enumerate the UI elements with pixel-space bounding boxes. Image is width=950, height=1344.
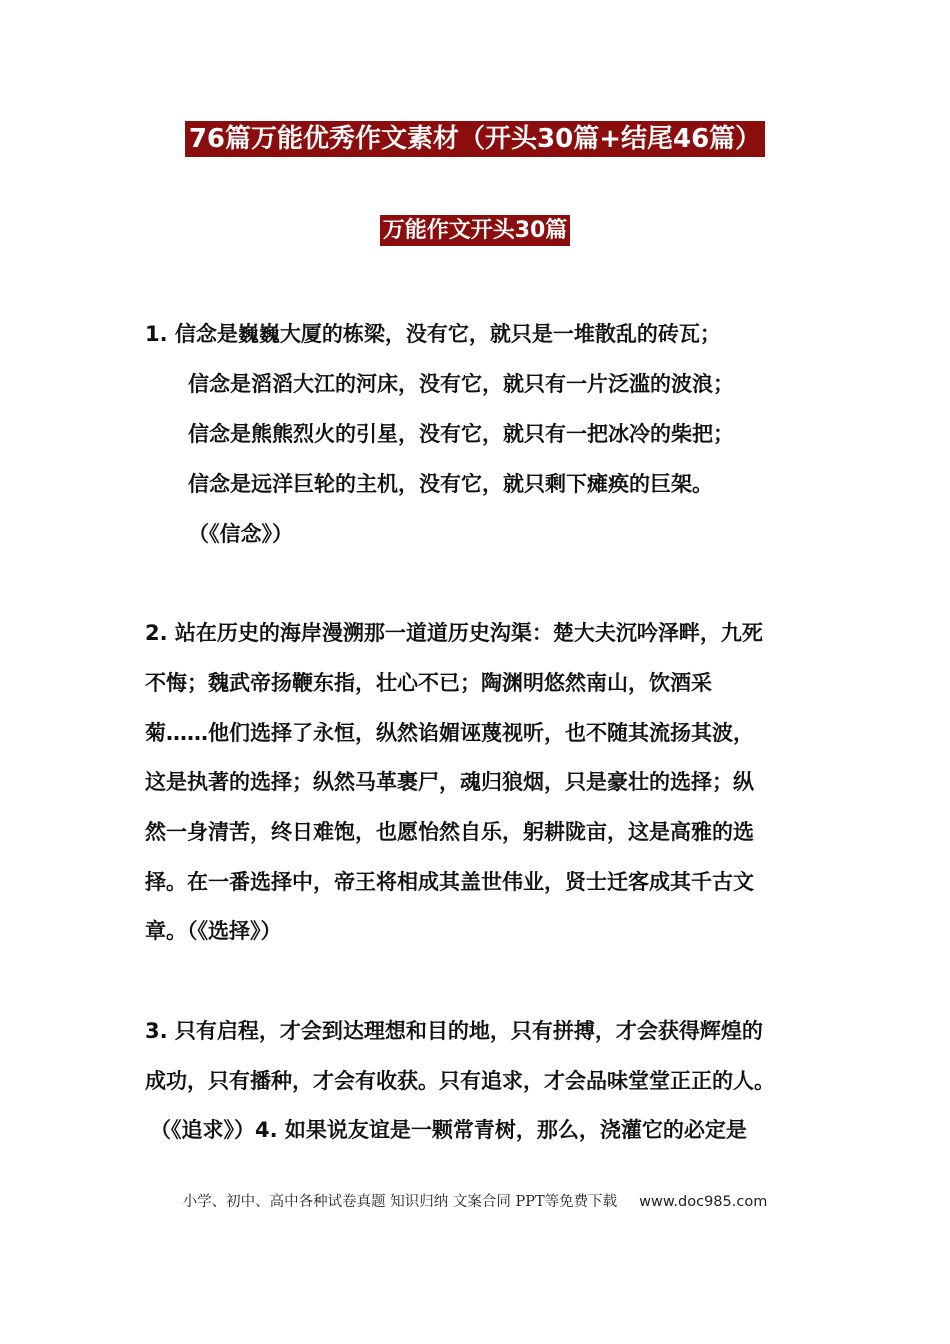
footer-text: 小学、初中、高中各种试卷真题 知识归纳 文案合同 PPT等免费下载 [182,1194,618,1210]
section-heading-text: 万能作文开头30篇 [380,215,571,246]
footer-url[interactable]: www.doc985.com [639,1194,768,1210]
paragraph-line: 菊……他们选择了永恒，纵然谄媚诬蔑视听，也不随其流扬其波， [145,721,754,745]
paragraph-line: 信念是滔滔大江的河床，没有它，就只有一片泛滥的波浪； [188,372,734,396]
document-title [0,122,950,156]
document-title-text: 76篇万能优秀作文素材（开头30篇+结尾46篇） [185,121,765,157]
page-footer [0,1190,950,1211]
paragraph-line: （《追求》）4. 如果说友谊是一颗常青树，那么，浇灌它的必定是 [150,1118,747,1142]
section-heading [0,216,950,246]
paragraph-line: 然一身清苦，终日难饱，也愿怡然自乐，躬耕陇亩，这是高雅的选 [145,820,754,844]
paragraph-line: 择。在一番选择中，帝王将相成其盖世伟业，贤士迁客成其千古文 [145,870,754,894]
paragraph-line: 1. 信念是巍巍大厦的栋梁，没有它，就只是一堆散乱的砖瓦； [145,322,721,346]
paragraph-line: 信念是远洋巨轮的主机，没有它，就只剩下瘫痪的巨架。 [188,472,713,496]
paragraph-line: 成功，只有播种，才会有收获。只有追求，才会品味堂堂正正的人。 [145,1069,775,1093]
paragraph-line: 2. 站在历史的海岸漫溯那一道道历史沟渠：楚大夫沉吟泽畔，九死 [145,621,763,645]
paragraph-line: （《信念》） [188,522,293,546]
paragraph-line: 信念是熊熊烈火的引星，没有它，就只有一把冰冷的柴把； [188,422,734,446]
paragraph-line: 不悔；魏武帝扬鞭东指，壮心不已；陶渊明悠然南山，饮酒采 [145,671,712,695]
paragraph-line: 3. 只有启程，才会到达理想和目的地，只有拼搏，才会获得辉煌的 [145,1019,763,1043]
paragraph-line: 这是执著的选择；纵然马革裹尸，魂归狼烟，只是豪壮的选择；纵 [145,770,754,794]
paragraph-line: 章。（《选择》） [145,919,282,943]
